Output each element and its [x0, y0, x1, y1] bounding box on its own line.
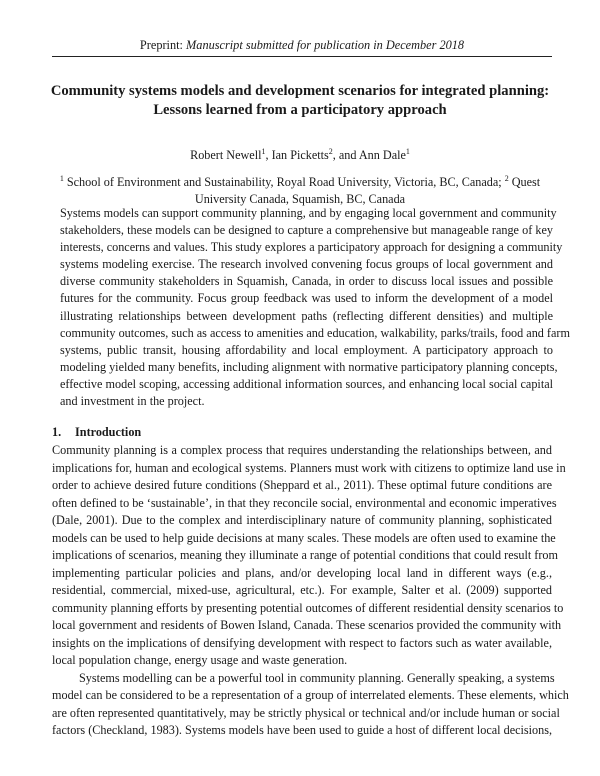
section-number: 1.: [52, 425, 62, 439]
author-name: Ian Picketts: [271, 148, 329, 162]
abstract: [60, 205, 570, 410]
title-line-2: Lessons learned from a participatory approach: [153, 102, 447, 118]
affiliation-2-start: Quest: [511, 175, 541, 189]
text-line: illustrating relationships between development paths (reflecting different densities) and multiple: [60, 308, 553, 323]
affiliation-2-end: University Canada, Squamish, BC, Canada: [194, 192, 406, 206]
text-line: insights on the implications of densifying development with respect to factors such as water available,: [52, 635, 552, 650]
text-line: Systems modelling can be a powerful tool in community planning. Generally speaking, a systems: [79, 670, 555, 685]
affiliation-1: School of Environment and Sustainability, Royal Road University, Victoria, BC, Canada;: [66, 175, 502, 189]
author-separator: ,: [265, 148, 272, 162]
author-affiliation-mark: 1: [405, 147, 410, 156]
text-line: often defined to be ‘sustainable’, in that they reconcile social, environmental and economic imperatives: [52, 495, 557, 510]
affiliation-mark: 2: [504, 174, 509, 183]
header-note: Manuscript submitted for publication in December 2018: [186, 38, 465, 52]
header-prefix: Preprint:: [139, 38, 183, 52]
author-name: Robert Newell: [190, 148, 262, 162]
section-title: Introduction: [75, 425, 142, 439]
title-line-1: Community systems models and development scenarios for integrated planning:: [50, 83, 550, 99]
text-line: Systems models can support community planning, and by engaging local government and community: [60, 206, 557, 220]
text-line: systems modeling exercise. The research involved convening focus groups of local government and: [60, 257, 553, 272]
text-line: factors (Checkland, 1983). Systems models have been used to guide a host of different local decisions,: [52, 723, 553, 737]
text-line: models can be used to help guide decisions at many scales. These models are often used to examine the: [52, 530, 556, 545]
text-line: community planning efforts by presenting potential outcomes of different residential density scenarios to: [52, 600, 564, 615]
text-line: diverse community stakeholders in Squamish, Canada, in order to discuss local issues and possible: [60, 274, 553, 289]
introduction-body: [52, 442, 569, 740]
text-line: systems, public transit, housing affordability and local employment. A participatory approach to: [60, 342, 553, 357]
text-line: implementing particular policies and plans, and/or developing local land in different ways (e.g.,: [52, 565, 552, 580]
text-line: order to achieve desired future conditions (Sheppard et al., 2011). These optimal future conditions are: [52, 478, 552, 492]
text-line: residential, commercial, mixed-use, agricultural, etc.). For example, Salter et al. (2009) supported: [52, 583, 552, 597]
paper-title: [30, 82, 570, 120]
text-line: modeling yielded many benefits, including alignment with normative participatory planning concepts,: [60, 359, 558, 374]
running-header: [52, 38, 552, 53]
text-line: (Dale, 2001). Due to the complex and interdisciplinary nature of community planning, sophisticated: [52, 513, 552, 527]
author-affiliation-mark: 2: [328, 147, 333, 156]
text-line: stakeholders, these models can be designed to capture a comprehensive but manageable range of key: [60, 223, 553, 238]
affiliation-mark: 1: [59, 174, 64, 183]
text-line: and investment in the project.: [60, 394, 205, 409]
text-line: interests, concerns and values. This study explores a participatory approach for designing a community: [60, 240, 563, 255]
affiliations: [30, 174, 570, 208]
text-line: effective model scoping, accessing additional information sources, and enhancing local social capital: [60, 376, 553, 391]
author-separator: , and: [332, 148, 359, 162]
text-line: community outcomes, such as access to amenities and education, walkability, parks/trails, food and farm: [60, 325, 570, 340]
text-line: implications of scenarios, meaning they illuminate a range of potential conditions that could result from: [52, 548, 558, 562]
text-line: futures for the community. Focus group feedback was used to inform the development of a model: [60, 291, 553, 306]
text-line: model can be considered to be a representation of a group of interrelated elements. These elements, which: [52, 688, 569, 702]
text-line: local government and residents of Bowen Island, Canada. These scenarios provided the community with: [52, 618, 562, 632]
author-name: Ann Dale: [358, 148, 406, 162]
text-line: local population change, energy usage and waste generation.: [52, 653, 348, 667]
author-affiliation-mark: 1: [261, 147, 266, 156]
author-list: [30, 148, 570, 163]
text-line: implications for, human and ecological systems. Planners must work with citizens to optimize land use in: [52, 460, 566, 475]
header-rule: [52, 56, 552, 57]
text-line: Community planning is a complex process that requires understanding the relationships between, and: [52, 443, 552, 457]
text-line: are often represented quantitatively, may be strictly physical or technical and/or include human or social: [52, 705, 560, 720]
section-heading: [52, 425, 141, 440]
